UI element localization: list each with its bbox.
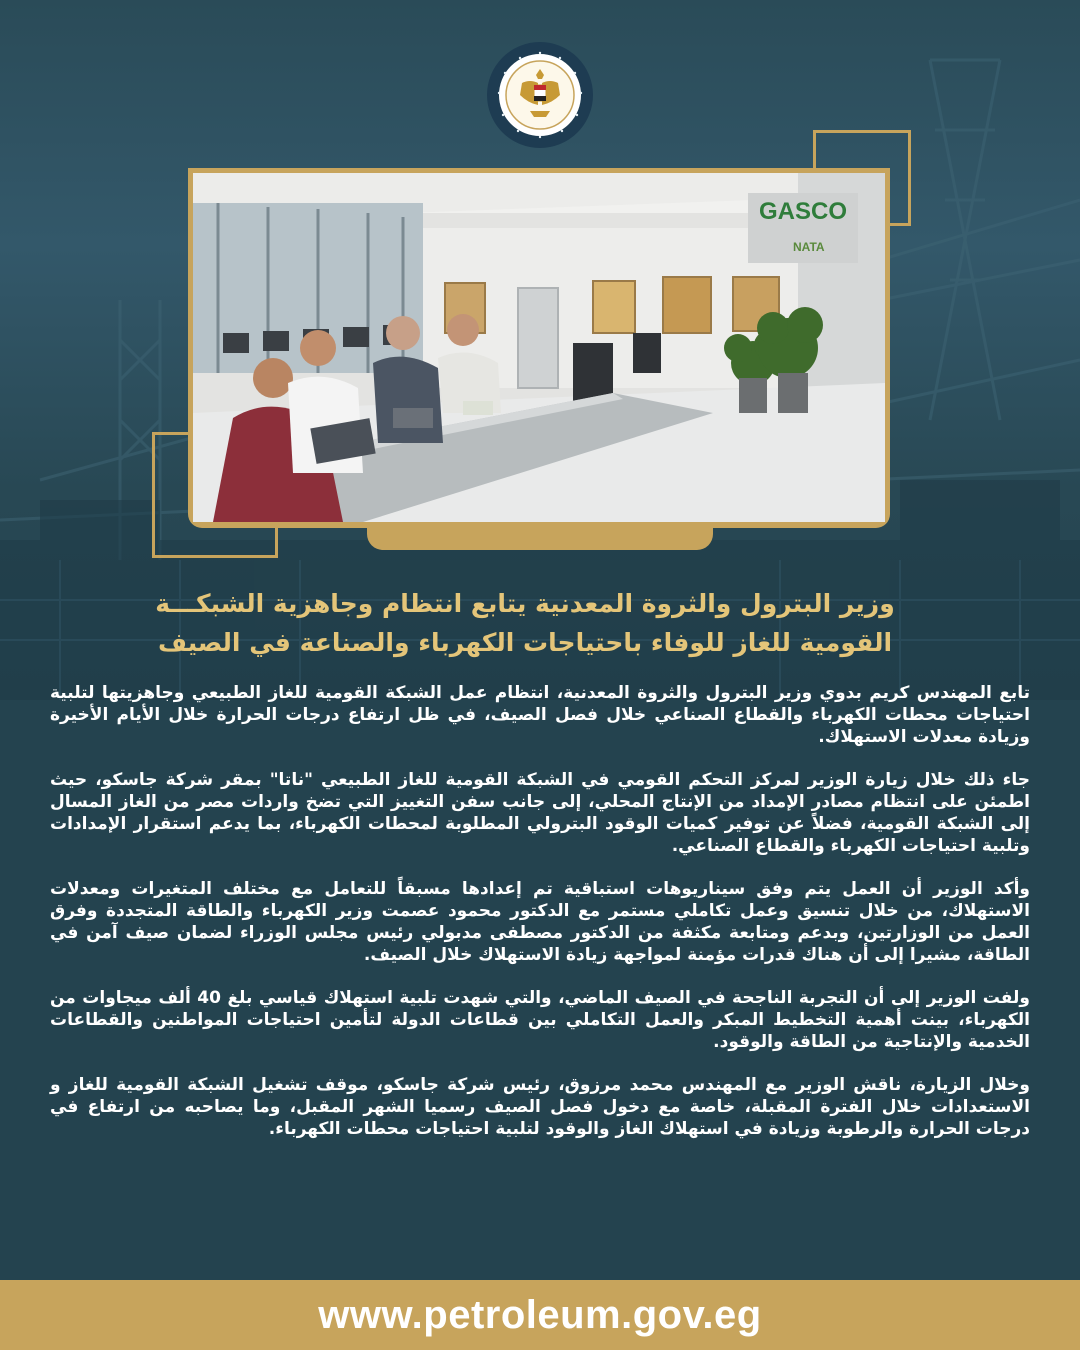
- eagle-emblem-icon: [490, 45, 590, 145]
- headline-line-2: القومية للغاز للوفاء باحتياجات الكهرباء والصناعة في الصيف: [157, 628, 893, 657]
- article-paragraph-1: تابع المهندس كريم بدوي وزير البترول والثروة المعدنية، انتظام عمل الشبكة القومية للغاز الطبيعي وجاهزيتها لتلبية احتياجات محطات الكهرباء والقطاع الصناعي خلال فصل الصيف، في ظل ارتفاع درجات الحرارة خلال الأيام الأخيرة وزيادة معدلات الاستهلاك.: [50, 683, 1030, 747]
- article-paragraph-4: ولفت الوزير إلى أن التجربة الناجحة في الصيف الماضي، والتي شهدت تلبية استهلاك قياسي بلغ 40 ألف ميجاوات من الكهرباء، بينت أهمية التخطيط المبكر والعمل التكاملي بين قطاعات الدولة لتأمين احتياجات المواطنين والقطاعات الخدمية والإنتاجية من الطاقة والوقود.: [50, 988, 1030, 1052]
- article-body: [50, 682, 1030, 1161]
- nata-sign: NATA: [793, 240, 825, 254]
- article-paragraph-5: وخلال الزيارة، ناقش الوزير مع المهندس محمد مرزوق، رئيس شركة جاسكو، موقف تشغيل الشبكة القومية للغاز و الاستعدادات خلال الفترة المقبلة، خاصة مع دخول فصل الصيف رسميا الشهر المقبل، وما يصاحبه من ارتفاع في درجات الحرارة والرطوبة وزيادة في استهلاك الغاز والوقود لتلبية احتياجات محطات الكهرباء.: [50, 1075, 1030, 1139]
- gasco-sign: GASCO: [759, 198, 848, 225]
- meeting-room-photo: [193, 173, 885, 522]
- website-link[interactable]: www.petroleum.gov.eg: [318, 1292, 762, 1337]
- headline: [140, 584, 910, 662]
- headline-line-1: وزير البترول والثروة المعدنية يتابع انتظام وجاهزية الشبكـــة: [155, 589, 895, 618]
- article-paragraph-2: جاء ذلك خلال زيارة الوزير لمركز التحكم القومي في الشبكة القومية للغاز الطبيعي "ناتا" بمقر شركة جاسكو، حيث اطمئن على انتظام مصادر الإمداد من الإنتاج المحلي، إلى جانب سفن التغييز التي تضخ واردات مصر من الغاز المسال إلى الشبكة القومية، فضلاً عن توفير كميات الوقود البترولي المطلوبة لمحطات الكهرباء، بما يدعم استقرار الإمدادات وتلبية احتياجات الكهرباء والقطاع الصناعي.: [50, 770, 1030, 856]
- ministry-logo: [487, 42, 593, 148]
- footer-bar: [0, 1280, 1080, 1350]
- article-paragraph-3: وأكد الوزير أن العمل يتم وفق سيناريوهات استباقية تم إعدادها مسبقاً للتعامل مع مختلف المتغيرات ومعدلات الاستهلاك، من خلال تنسيق وعمل تكاملي مستمر مع الدكتور محمود عصمت وزير الكهرباء والطاقة المتجددة وفرق العمل من الوزارتين، وبدعم ومتابعة مكثفة من الدكتور مصطفى مدبولي رئيس مجلس الوزراء لضمان صيف آمن في الطاقة، مشيرا إلى أن هناك قدرات مؤمنة لمواجهة زيادة الاستهلاك خلال الصيف.: [50, 879, 1030, 965]
